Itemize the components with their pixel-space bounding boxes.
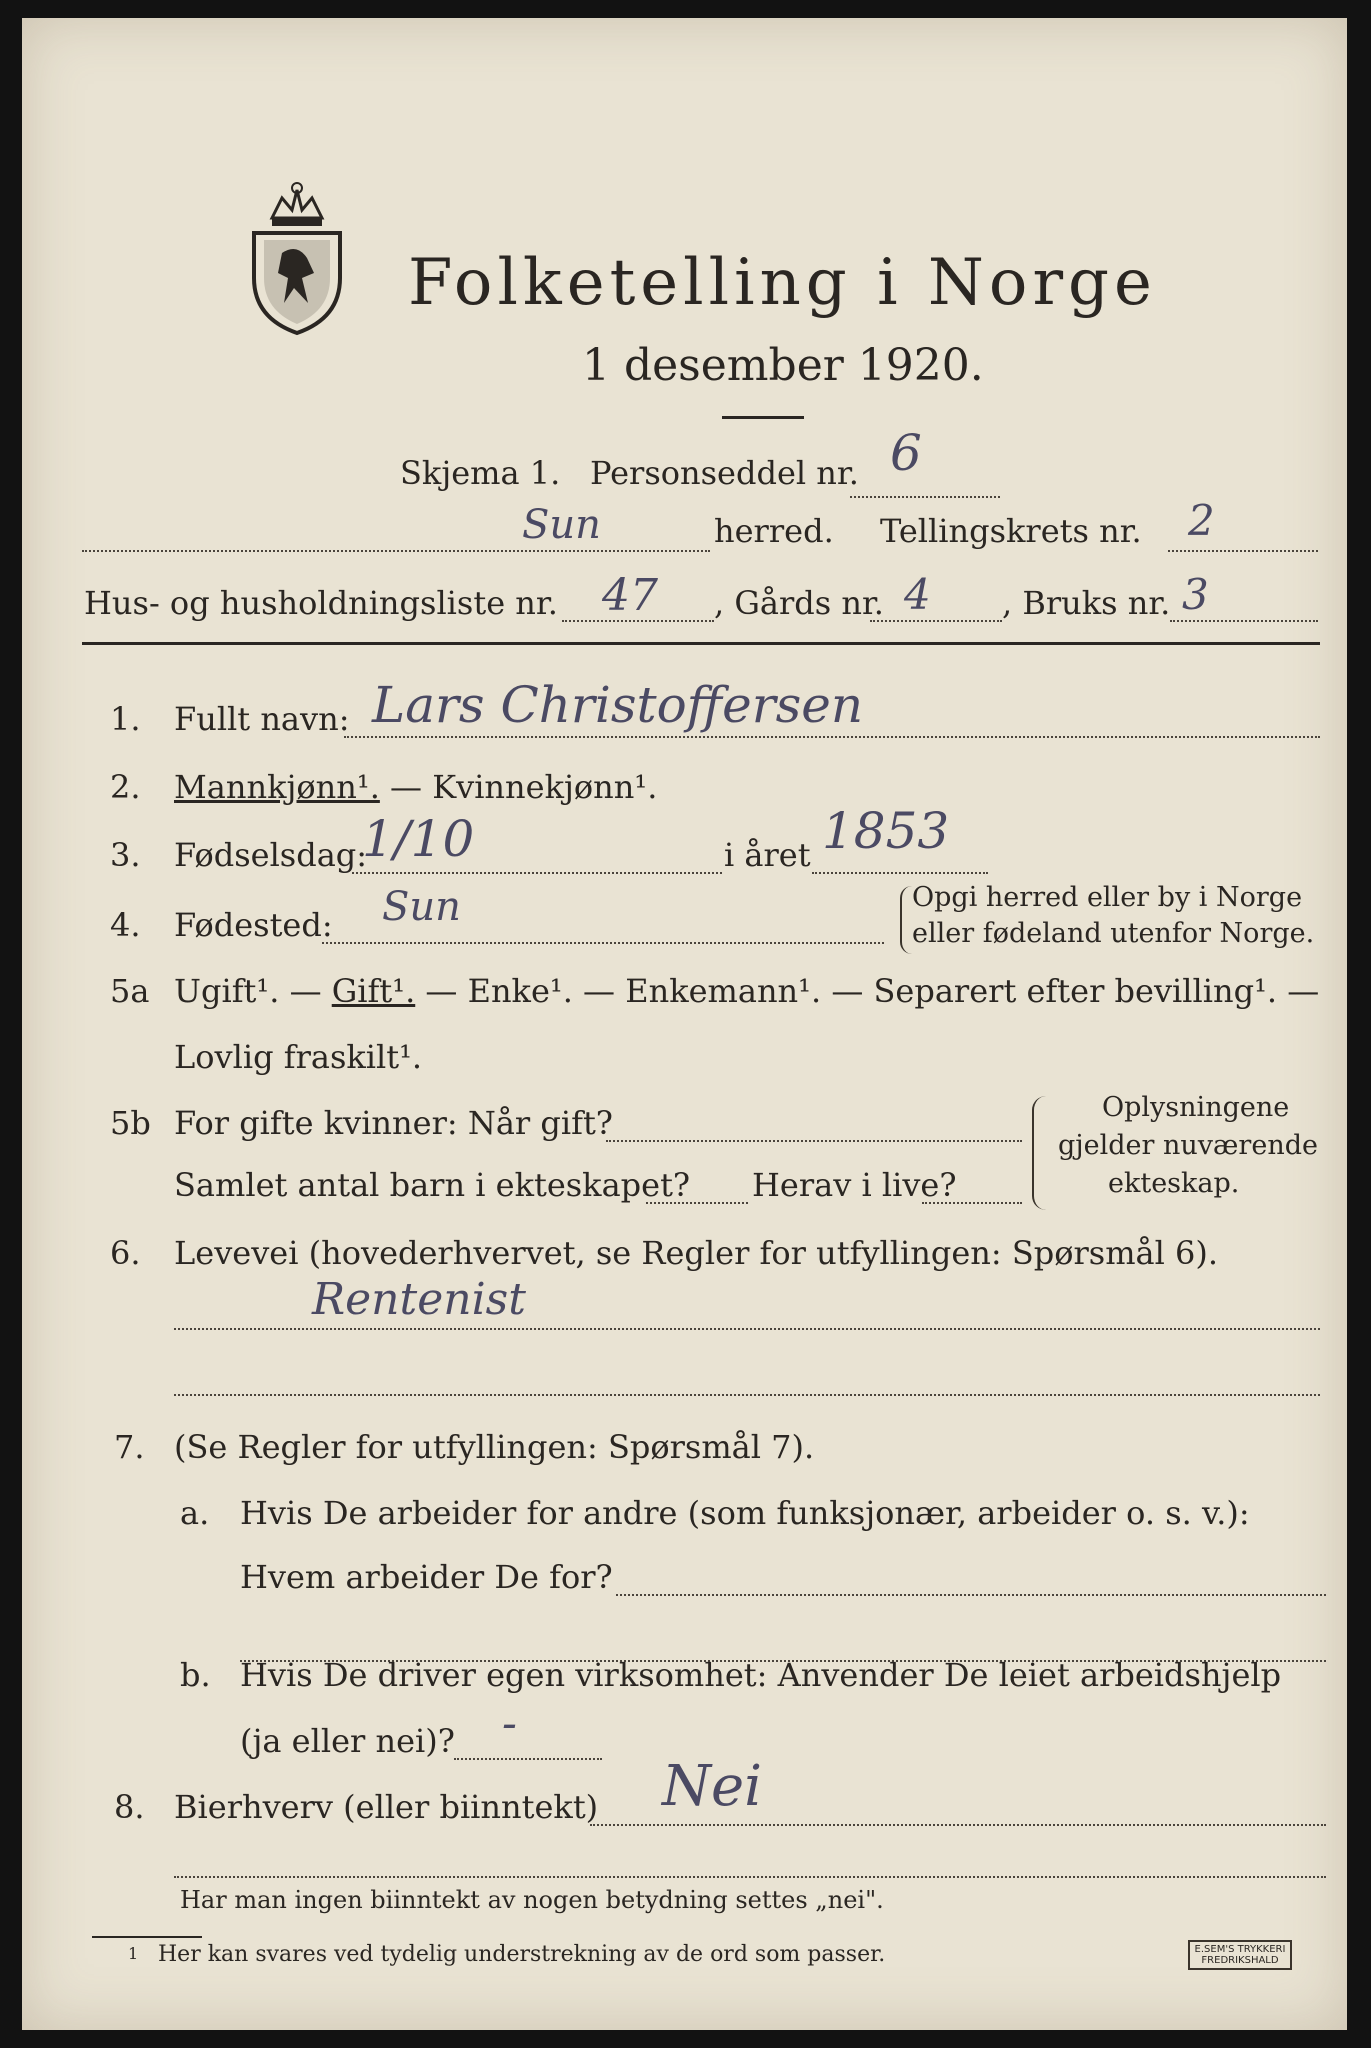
q7-label: (Se Regler for utfyllingen: Spørsmål 7). — [174, 1428, 815, 1466]
other-marital-options: — Enke¹. — Enkemann¹. — Separert efter bevilling¹. — — [415, 972, 1320, 1010]
unmarried-option: Ugift¹. — [174, 972, 280, 1010]
q4-number: 4. — [110, 906, 141, 944]
male-option: Mannkjønn¹. — [174, 768, 380, 806]
marriage-note-2: gjelder nuværende — [1058, 1130, 1318, 1161]
q2-number: 2. — [110, 768, 141, 806]
q1-label: Fullt navn: — [174, 700, 350, 738]
children-count-label: Samlet antal barn i ekteskapet? — [174, 1166, 691, 1204]
occupation-value: Rentenist — [312, 1274, 526, 1325]
female-option: Kvinnekjønn¹. — [432, 768, 658, 806]
hired-help-label: (ja eller nei)? — [240, 1722, 455, 1760]
footnote-number: 1 — [128, 1944, 139, 1963]
coat-of-arms-icon — [242, 178, 352, 338]
marital-separator: — — [279, 972, 332, 1010]
side-income-note: Har man ingen biinntekt av nogen betydning settes „nei". — [180, 1886, 884, 1914]
personseddel-value: 6 — [890, 424, 922, 482]
q7a-text: Hvis De arbeider for andre (som funksjonær, arbeider o. s. v.): — [240, 1494, 1250, 1532]
gards-label: , Gårds nr. — [714, 584, 884, 622]
tellingskrets-label: Tellingskrets nr. — [880, 512, 1142, 550]
married-option: Gift¹. — [331, 972, 416, 1010]
census-date: 1 desember 1920. — [582, 340, 984, 391]
q7a-letter: a. — [180, 1494, 210, 1532]
married-when-label: For gifte kvinner: Når gift? — [174, 1104, 613, 1142]
q8-number: 8. — [114, 1788, 145, 1826]
header-rule — [82, 642, 1320, 645]
q5a-number: 5a — [110, 972, 150, 1010]
children-alive-label: Herav i live? — [752, 1166, 957, 1204]
birth-date-value: 1/10 — [362, 810, 475, 868]
q3-number: 3. — [110, 836, 141, 874]
employer-label: Hvem arbeider De for? — [240, 1558, 613, 1596]
birthplace-note-2: eller fødeland utenfor Norge. — [912, 918, 1315, 949]
footnote-rule — [92, 1936, 202, 1938]
form-title: Folketelling i Norge — [408, 246, 1157, 320]
marriage-note-3: ekteskap. — [1108, 1168, 1240, 1199]
year-label: i året — [724, 836, 811, 874]
birth-year-value: 1853 — [822, 802, 950, 860]
personseddel-label: Personseddel nr. — [590, 454, 859, 492]
q5b-number: 5b — [110, 1104, 151, 1142]
gards-value: 4 — [904, 570, 931, 619]
tellingskrets-value: 2 — [1188, 496, 1215, 545]
birthplace-note-1: Opgi herred eller by i Norge — [912, 882, 1303, 913]
marriage-note-1: Oplysningene — [1102, 1092, 1290, 1123]
birthplace-value: Sun — [382, 884, 461, 930]
printer-mark: E.SEM'S TRYKKERI FREDRIKSHALD — [1188, 1940, 1292, 1970]
q7b-letter: b. — [180, 1656, 211, 1694]
q6-number: 6. — [110, 1234, 141, 1272]
census-form-sheet — [22, 18, 1347, 2030]
q4-label: Fødested: — [174, 906, 333, 944]
skjema-label: Skjema 1. — [400, 454, 561, 492]
title-divider — [722, 416, 804, 419]
herred-label: herred. — [714, 512, 834, 550]
full-name-value: Lars Christoffersen — [372, 676, 864, 734]
husliste-value: 47 — [602, 570, 658, 621]
footnote-text: Her kan svares ved tydelig understrekning av de ord som passer. — [158, 1942, 886, 1967]
q7-number: 7. — [114, 1428, 145, 1466]
q3-label: Fødselsdag: — [174, 836, 368, 874]
side-income-value: Nei — [662, 1754, 763, 1819]
bruks-label: , Bruks nr. — [1002, 584, 1171, 622]
q1-number: 1. — [110, 700, 141, 738]
husliste-label: Hus- og husholdningsliste nr. — [84, 584, 558, 622]
bruks-value: 3 — [1182, 570, 1209, 619]
q8-label: Bierhverv (eller biinntekt) — [174, 1788, 599, 1826]
divorced-option: Lovlig fraskilt¹. — [174, 1038, 423, 1076]
herred-value: Sun — [522, 502, 601, 548]
gender-separator: — — [379, 768, 433, 806]
hired-help-value: - — [502, 1698, 517, 1749]
q7b-text: Hvis De driver egen virksomhet: Anvender De leiet arbeidshjelp — [240, 1656, 1282, 1694]
q6-label: Levevei (hovederhvervet, se Regler for utfyllingen: Spørsmål 6). — [174, 1234, 1219, 1272]
